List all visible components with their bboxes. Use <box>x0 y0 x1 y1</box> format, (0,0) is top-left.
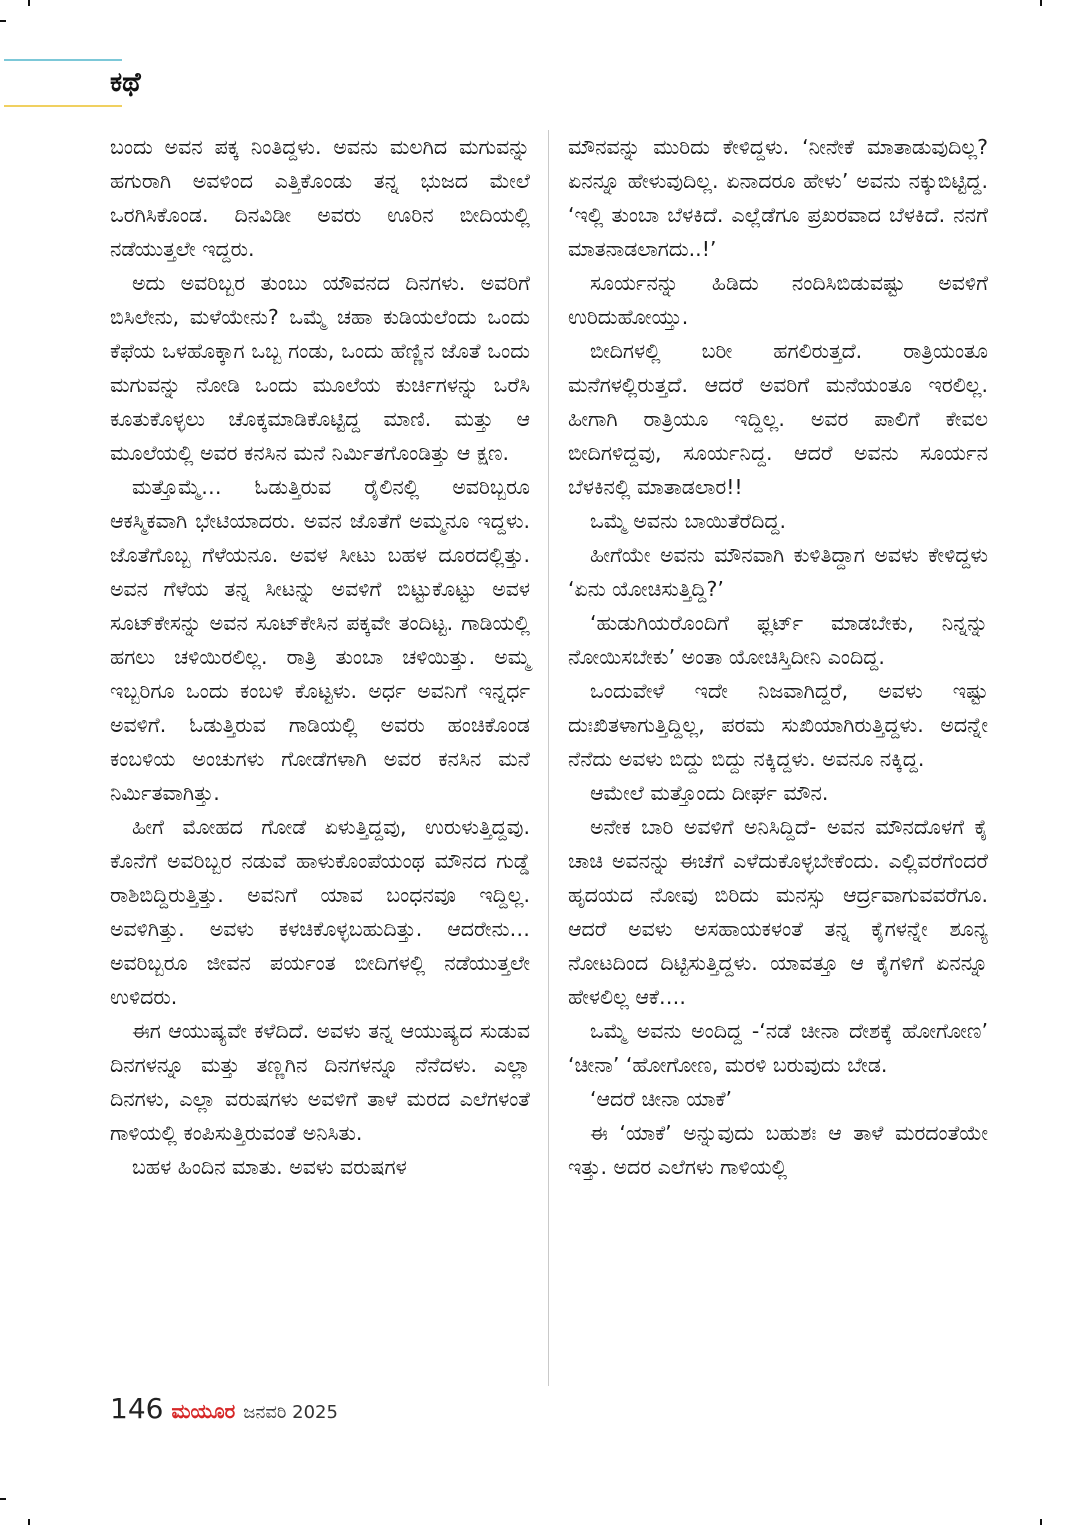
paragraph: ಈಗ ಆಯುಷ್ಯವೇ ಕಳೆದಿದೆ. ಅವಳು ತನ್ನ ಆಯುಷ್ಯದ ಸುಡುವ ದಿನಗಳನ್ನೂ ಮತ್ತು ತಣ್ಣಗಿನ ದಿನಗಳನ್ನೂ ನೆನೆದಳು. ಎಲ್ಲಾ ದಿನಗಳು, ಎಲ್ಲಾ ವರುಷಗಳು ಅವಳಿಗೆ ತಾಳೆ ಮರದ ಎಲೆಗಳಂತೆ ಗಾಳಿಯಲ್ಲಿ ಕಂಪಿಸುತ್ತಿರುವಂತೆ ಅನಿಸಿತು. <box>110 1019 530 1145</box>
paragraph: ಬಂದು ಅವನ ಪಕ್ಕ ನಿಂತಿದ್ದಳು. ಅವನು ಮಲಗಿದ ಮಗುವನ್ನು ಹಗುರಾಗಿ ಅವಳಿಂದ ಎತ್ತಿಕೊಂಡು ತನ್ನ ಭುಜದ ಮೇಲೆ ಒರಗಿಸಿಕೊಂಡ. ದಿನವಿಡೀ ಅವರು ಊರಿನ ಬೀದಿಯಲ್ಲಿ ನಡೆಯುತ್ತಲೇ ಇದ್ದರು. <box>110 135 530 261</box>
paragraph: ಒಮ್ಮೆ ಅವನು ಬಾಯಿತೆರೆದಿದ್ದ. <box>590 509 786 533</box>
paragraph: ಸೂರ್ಯನನ್ನು ಹಿಡಿದು ನಂದಿಸಿಬಿಡುವಷ್ಟು ಅವಳಿಗೆ ಉರಿದುಹೋಯ್ತು. <box>568 271 988 329</box>
paragraph: ಬಹಳ ಹಿಂದಿನ ಮಾತು. ಅವಳು ವರುಷಗಳ <box>132 1155 407 1179</box>
paragraph: ‘ಹುಡುಗಿಯರೊಂದಿಗೆ ಫ್ಲರ್ಟ್ ಮಾಡಬೇಕು, ನಿನ್ನನ್ನು ನೋಯಿಸಬೇಕು’ ಅಂತಾ ಯೋಚಿಸ್ತಿದೀನಿ ಎಂದಿದ್ದ. <box>568 611 988 669</box>
crop-mark <box>1040 1519 1042 1525</box>
paragraph: ಒಂದುವೇಳೆ ಇದೇ ನಿಜವಾಗಿದ್ದರೆ, ಅವಳು ಇಷ್ಟು ದುಃಖಿತಳಾಗುತ್ತಿದ್ದಿಲ್ಲ, ಪರಮ ಸುಖಿಯಾಗಿರುತ್ತಿದ್ದಳು. ಅದನ್ನೇ ನೆನೆದು ಅವಳು ಬಿದ್ದು ಬಿದ್ದು ನಕ್ಕಿದ್ದಳು. ಅವನೂ ನಕ್ಕಿದ್ದ. <box>568 679 988 771</box>
paragraph: ಆಮೇಲೆ ಮತ್ತೊಂದು ದೀರ್ಘ ಮೌನ. <box>590 781 829 805</box>
paragraph: ಈ ‘ಯಾಕೆ’ ಅನ್ನುವುದು ಬಹುಶಃ ಆ ತಾಳೆ ಮರದಂತೆಯೇ ಇತ್ತು. ಅದರ ಎಲೆಗಳು ಗಾಳಿಯಲ್ಲಿ <box>568 1121 988 1179</box>
article-column-left <box>110 130 530 1184</box>
crop-mark <box>28 1519 30 1525</box>
crop-mark <box>0 20 6 22</box>
paragraph: ಹೀಗೆಯೇ ಅವನು ಮೌನವಾಗಿ ಕುಳಿತಿದ್ದಾಗ ಅವಳು ಕೇಳಿದ್ದಳು ‘ಏನು ಯೋಚಿಸುತ್ತಿದ್ದಿ?’ <box>568 543 988 601</box>
magazine-logo: ಮಯೂರ <box>171 1399 236 1423</box>
issue-date: ಜನವರಿ 2025 <box>243 1402 338 1423</box>
paragraph: ಅದು ಅವರಿಬ್ಬರ ತುಂಬು ಯೌವನದ ದಿನಗಳು. ಅವರಿಗೆ ಬಿಸಿಲೇನು, ಮಳೆಯೇನು? ಒಮ್ಮೆ ಚಹಾ ಕುಡಿಯಲೆಂದು ಒಂದು ಕೆಫೆಯ ಒಳಹೊಕ್ಕಾಗ ಒಬ್ಬ ಗಂಡು, ಒಂದು ಹೆಣ್ಣಿನ ಜೊತೆ ಒಂದು ಮಗುವನ್ನು ನೋಡಿ ಒಂದು ಮೂಲೆಯ ಕುರ್ಚಿಗಳನ್ನು ಒರೆಸಿ ಕೂತುಕೊಳ್ಳಲು ಚೊಕ್ಕಮಾಡಿಕೊಟ್ಟಿದ್ದ ಮಾಣಿ. ಮತ್ತು ಆ ಮೂಲೆಯಲ್ಲಿ ಅವರ ಕನಸಿನ ಮನೆ ನಿರ್ಮಿತಗೊಂಡಿತ್ತು ಆ ಕ್ಷಣ. <box>110 271 530 465</box>
page-footer <box>110 1392 338 1432</box>
crop-mark <box>1040 0 1042 6</box>
paragraph: ‘ಆದರೆ ಚೀನಾ ಯಾಕೆ’ <box>590 1087 733 1111</box>
crop-mark <box>28 0 30 6</box>
header-rule-teal <box>4 59 122 61</box>
paragraph: ಮತ್ತೊಮ್ಮೆ… ಓಡುತ್ತಿರುವ ರೈಲಿನಲ್ಲಿ ಅವರಿಬ್ಬರೂ ಆಕಸ್ಮಿಕವಾಗಿ ಭೇಟಿಯಾದರು. ಅವನ ಜೊತೆಗೆ ಅಮ್ಮನೂ ಇದ್ದಳು. ಜೊತೆಗೊಬ್ಬ ಗೆಳೆಯನೂ. ಅವಳ ಸೀಟು ಬಹಳ ದೂರದಲ್ಲಿತ್ತು. ಅವನ ಗೆಳೆಯ ತನ್ನ ಸೀಟನ್ನು ಅವಳಿಗೆ ಬಿಟ್ಟುಕೊಟ್ಟು ಅವಳ ಸೂಟ್‌ಕೇಸನ್ನು ಅವನ ಸೂಟ್‌ಕೇಸಿನ ಪಕ್ಕವೇ ತಂದಿಟ್ಟ. ಗಾಡಿಯಲ್ಲಿ ಹಗಲು ಚಳಿಯಿರಲಿಲ್ಲ. ರಾತ್ರಿ ತುಂಬಾ ಚಳಿಯಿತ್ತು. ಅಮ್ಮ ಇಬ್ಬರಿಗೂ ಒಂದು ಕಂಬಳಿ ಕೊಟ್ಟಳು. ಅರ್ಧ ಅವನಿಗೆ ಇನ್ನರ್ಧ ಅವಳಿಗೆ. ಓಡುತ್ತಿರುವ ಗಾಡಿಯಲ್ಲಿ ಅವರು ಹಂಚಿಕೊಂಡ ಕಂಬಳಿಯ ಅಂಚುಗಳು ಗೋಡೆಗಳಾಗಿ ಅವರ ಕನಸಿನ ಮನೆ ನಿರ್ಮಿತವಾಗಿತ್ತು. <box>110 475 530 805</box>
paragraph: ಬೀದಿಗಳಲ್ಲಿ ಬರೀ ಹಗಲಿರುತ್ತದೆ. ರಾತ್ರಿಯಂತೂ ಮನೆಗಳಲ್ಲಿರುತ್ತದೆ. ಆದರೆ ಅವರಿಗೆ ಮನೆಯಂತೂ ಇರಲಿಲ್ಲ. ಹೀಗಾಗಿ ರಾತ್ರಿಯೂ ಇದ್ದಿಲ್ಲ. ಅವರ ಪಾಲಿಗೆ ಕೇವಲ ಬೀದಿಗಳಿದ್ದವು, ಸೂರ್ಯನಿದ್ದ. ಆದರೆ ಅವನು ಸೂರ್ಯನ ಬೆಳಕಿನಲ್ಲಿ ಮಾತಾಡಲಾರ!! <box>568 339 988 499</box>
paragraph: ಹೀಗೆ ಮೋಹದ ಗೋಡೆ ಏಳುತ್ತಿದ್ದವು, ಉರುಳುತ್ತಿದ್ದವು. ಕೊನೆಗೆ ಅವರಿಬ್ಬರ ನಡುವೆ ಹಾಳುಕೊಂಪೆಯಂಥ ಮೌನದ ಗುಡ್ಡೆ ರಾಶಿಬಿದ್ದಿರುತ್ತಿತ್ತು. ಅವನಿಗೆ ಯಾವ ಬಂಧನವೂ ಇದ್ದಿಲ್ಲ. ಅವಳಿಗಿತ್ತು. ಅವಳು ಕಳಚಿಕೊಳ್ಳಬಹುದಿತ್ತು. ಆದರೇನು… ಅವರಿಬ್ಬರೂ ಜೀವನ ಪರ್ಯಂತ ಬೀದಿಗಳಲ್ಲಿ ನಡೆಯುತ್ತಲೇ ಉಳಿದರು. <box>110 815 530 1009</box>
paragraph: ಅನೇಕ ಬಾರಿ ಅವಳಿಗೆ ಅನಿಸಿದ್ದಿದೆ- ಅವನ ಮೌನದೊಳಗೆ ಕೈ ಚಾಚಿ ಅವನನ್ನು ಈಚೆಗೆ ಎಳೆದುಕೊಳ್ಳಬೇಕೆಂದು. ಎಲ್ಲಿವರೆಗೆಂದರೆ ಹೃದಯದ ನೋವು ಬಿರಿದು ಮನಸ್ಸು ಆರ್ದ್ರವಾಗುವವರೆಗೂ. ಆದರೆ ಅವಳು ಅಸಹಾಯಕಳಂತೆ ತನ್ನ ಕೈಗಳನ್ನೇ ಶೂನ್ಯ ನೋಟದಿಂದ ದಿಟ್ಟಿಸುತ್ತಿದ್ದಳು. ಯಾವತ್ತೂ ಆ ಕೈಗಳಿಗೆ ಏನನ್ನೂ ಹೇಳಲಿಲ್ಲ ಆಕೆ…. <box>568 815 988 1009</box>
column-divider <box>548 130 549 1386</box>
crop-mark <box>0 1498 6 1500</box>
page-number: 146 <box>110 1392 164 1425</box>
paragraph: ಒಮ್ಮೆ ಅವನು ಅಂದಿದ್ದ -‘ನಡೆ ಚೀನಾ ದೇಶಕ್ಕೆ ಹೋಗೋಣ’ ‘ಚೀನಾ’ ‘ಹೋಗೋಣ, ಮರಳಿ ಬರುವುದು ಬೇಡ. <box>568 1019 988 1077</box>
paragraph: ಮೌನವನ್ನು ಮುರಿದು ಕೇಳಿದ್ದಳು. ‘ನೀನೇಕೆ ಮಾತಾಡುವುದಿಲ್ಲ? ಏನನ್ನೂ ಹೇಳುವುದಿಲ್ಲ. ಏನಾದರೂ ಹೇಳು’ ಅವನು ನಕ್ಕುಬಿಟ್ಟಿದ್ದ. ‘ಇಲ್ಲಿ ತುಂಬಾ ಬೆಳಕಿದೆ. ಎಲ್ಲೆಡೆಗೂ ಪ್ರಖರವಾದ ಬೆಳಕಿದೆ. ನನಗೆ ಮಾತನಾಡಲಾಗದು..!’ <box>568 135 988 261</box>
article-column-right <box>568 130 988 1184</box>
section-title: ಕಥೆ <box>110 67 141 98</box>
header-rule-yellow <box>4 105 122 107</box>
